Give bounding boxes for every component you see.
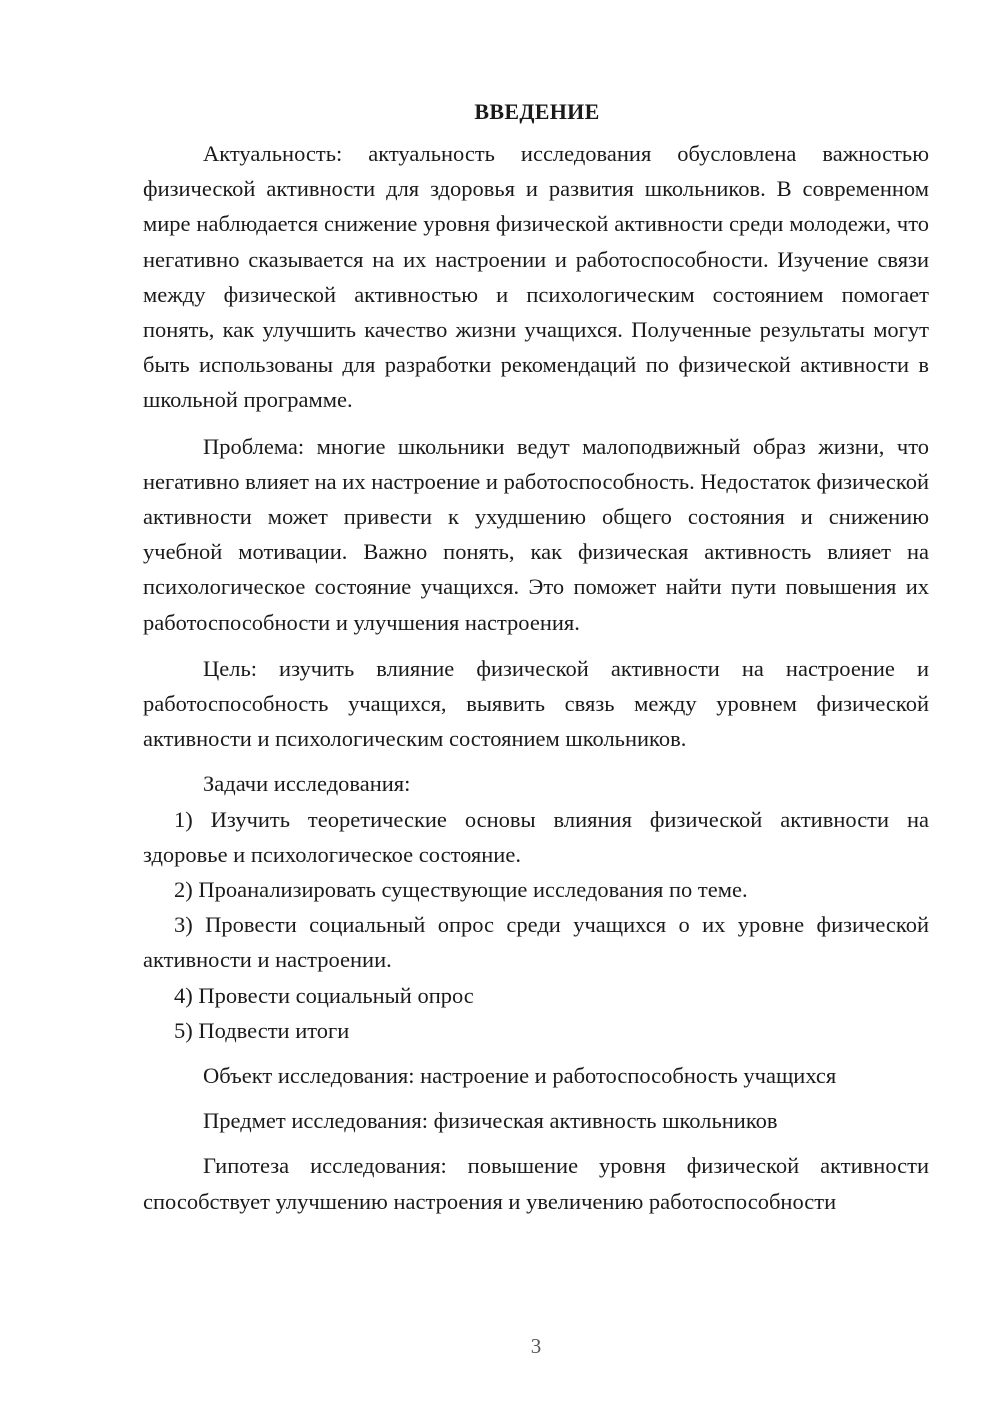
object-paragraph: Объект исследования: настроение и работоспособность учащихся [203, 1063, 837, 1089]
problem-paragraph: Проблема: многие школьники ведут малоподвижный образ жизни, что негативно влияет на их настроение и работоспособность. Недостаток физической активности может привести к ухудшению общего состояния и снижению учебной мотивации. Важно понять, как физическая активность влияет на психологическое состояние учащихся. Это поможет найти пути повышения их работоспособности и улучшения настроения. [143, 433, 929, 635]
page-number: 3 [530, 1334, 542, 1358]
tasks-title: Задачи исследования: [203, 771, 411, 797]
tasks-list [143, 802, 929, 1048]
hypothesis-paragraph: Гипотеза исследования: повышение уровня физической активности способствует улучшению настроения и увеличению работоспособности [143, 1153, 929, 1214]
list-item: 4) Провести социальный опрос [174, 982, 474, 1008]
page-content [143, 96, 929, 1219]
relevance-paragraph: Актуальность: актуальность исследования обусловлена важностью физической активности для здоровья и развития школьников. В современном мире наблюдается снижение уровня физической активности среди молодежи, что негативно сказывается на их настроении и работоспособности. Изучение связи между физической активностью и психологическим состоянием помогает понять, как улучшить качество жизни учащихся. Полученные результаты могут быть использованы для разработки рекомендаций по физической активности в школьной программе. [143, 141, 929, 413]
subject-paragraph: Предмет исследования: физическая активность школьников [203, 1108, 778, 1134]
list-item: 3) Провести социальный опрос среди учащихся о их уровне физической активности и настроении. [143, 912, 929, 973]
goal-paragraph: Цель: изучить влияние физической активности на настроение и работоспособность учащихся, выявить связь между уровнем физической активности и психологическим состоянием школьников. [143, 655, 929, 752]
list-item: 2) Проанализировать существующие исследования по теме. [174, 877, 748, 903]
list-item: 1) Изучить теоретические основы влияния физической активности на здоровье и психологическое состояние. [143, 806, 929, 867]
list-item: 5) Подвести итоги [174, 1017, 350, 1043]
page-title: ВВЕДЕНИЕ [474, 99, 600, 124]
